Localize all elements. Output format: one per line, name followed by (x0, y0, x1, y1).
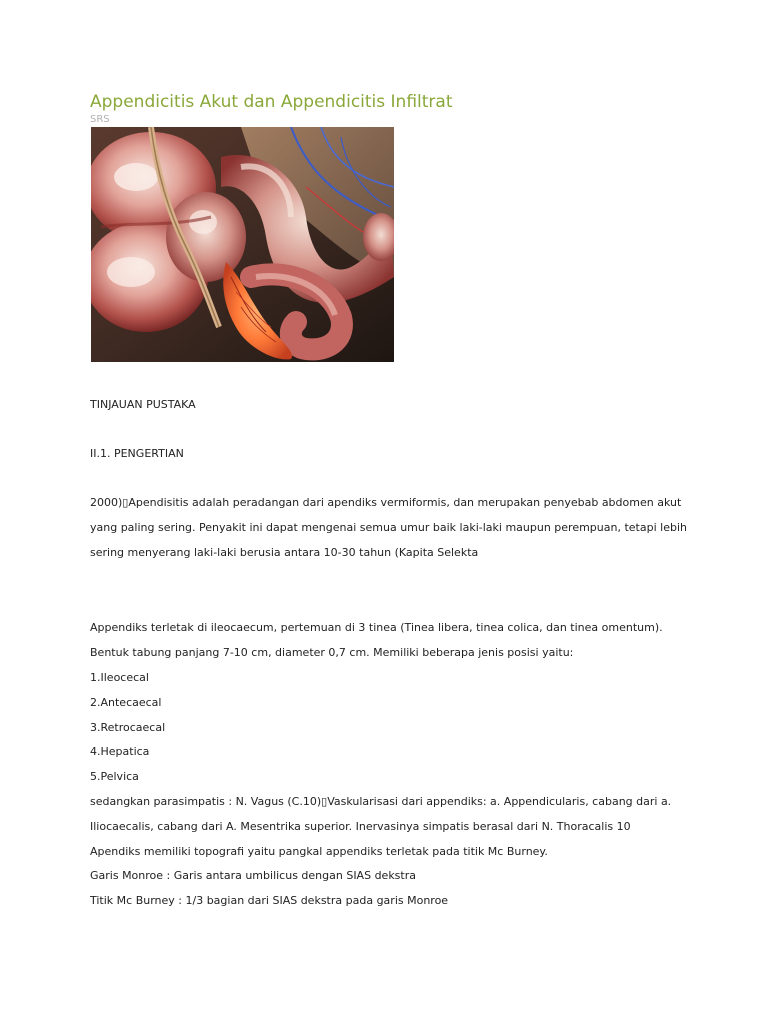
paragraph-1-line-1: 2000)▯Apendisitis adalah peradangan dari apendiks vermiformis, dan merupakan penyebab abdomen akut (90, 496, 682, 509)
paragraph-1-line-2: yang paling sering. Penyakit ini dapat mengenai semua umur baik laki-laki maupun perempuan, tetapi lebih (90, 521, 687, 534)
paragraph-2-line-2: Bentuk tabung panjang 7-10 cm, diameter 0,7 cm. Memiliki beberapa jenis posisi yaitu: (90, 646, 574, 659)
document-title: Appendicitis Akut dan Appendicitis Infiltrat (90, 92, 453, 112)
paragraph-3-line-4: Garis Monroe : Garis antara umbilicus dengan SIAS dekstra (90, 869, 416, 882)
list-item: 3.Retrocaecal (90, 721, 166, 734)
paragraph-3-line-1: sedangkan parasimpatis : N. Vagus (C.10)▯Vaskularisasi dari appendiks: a. Appendicularis, cabang dari a. (90, 795, 672, 808)
list-item: 4.Hepatica (90, 745, 150, 758)
paragraph-3-line-2: Iliocaecalis, cabang dari A. Mesentrika superior. Inervasinya simpatis berasal dari N. Thoracalis 10 (90, 820, 631, 833)
paragraph-2-line-1: Appendiks terletak di ileocaecum, pertemuan di 3 tinea (Tinea libera, tinea colica, dan tinea omentum). (90, 621, 663, 634)
list-item: 5.Pelvica (90, 770, 139, 783)
paragraph-3-line-5: Titik Mc Burney : 1/3 bagian dari SIAS dekstra pada garis Monroe (90, 894, 449, 907)
list-item: 1.Ileocecal (90, 671, 149, 684)
paragraph-3-line-3: Apendiks memiliki topografi yaitu pangkal appendiks terletak pada titik Mc Burney. (90, 845, 548, 858)
subheading: II.1. PENGERTIAN (90, 447, 184, 460)
paragraph-1-line-3: sering menyerang laki-laki berusia antara 10-30 tahun (Kapita Selekta (90, 546, 479, 559)
author-label: SRS (90, 114, 110, 125)
list-item: 2.Antecaecal (90, 696, 162, 709)
appendix-illustration (91, 127, 394, 362)
section-heading: TINJAUAN PUSTAKA (90, 398, 196, 411)
